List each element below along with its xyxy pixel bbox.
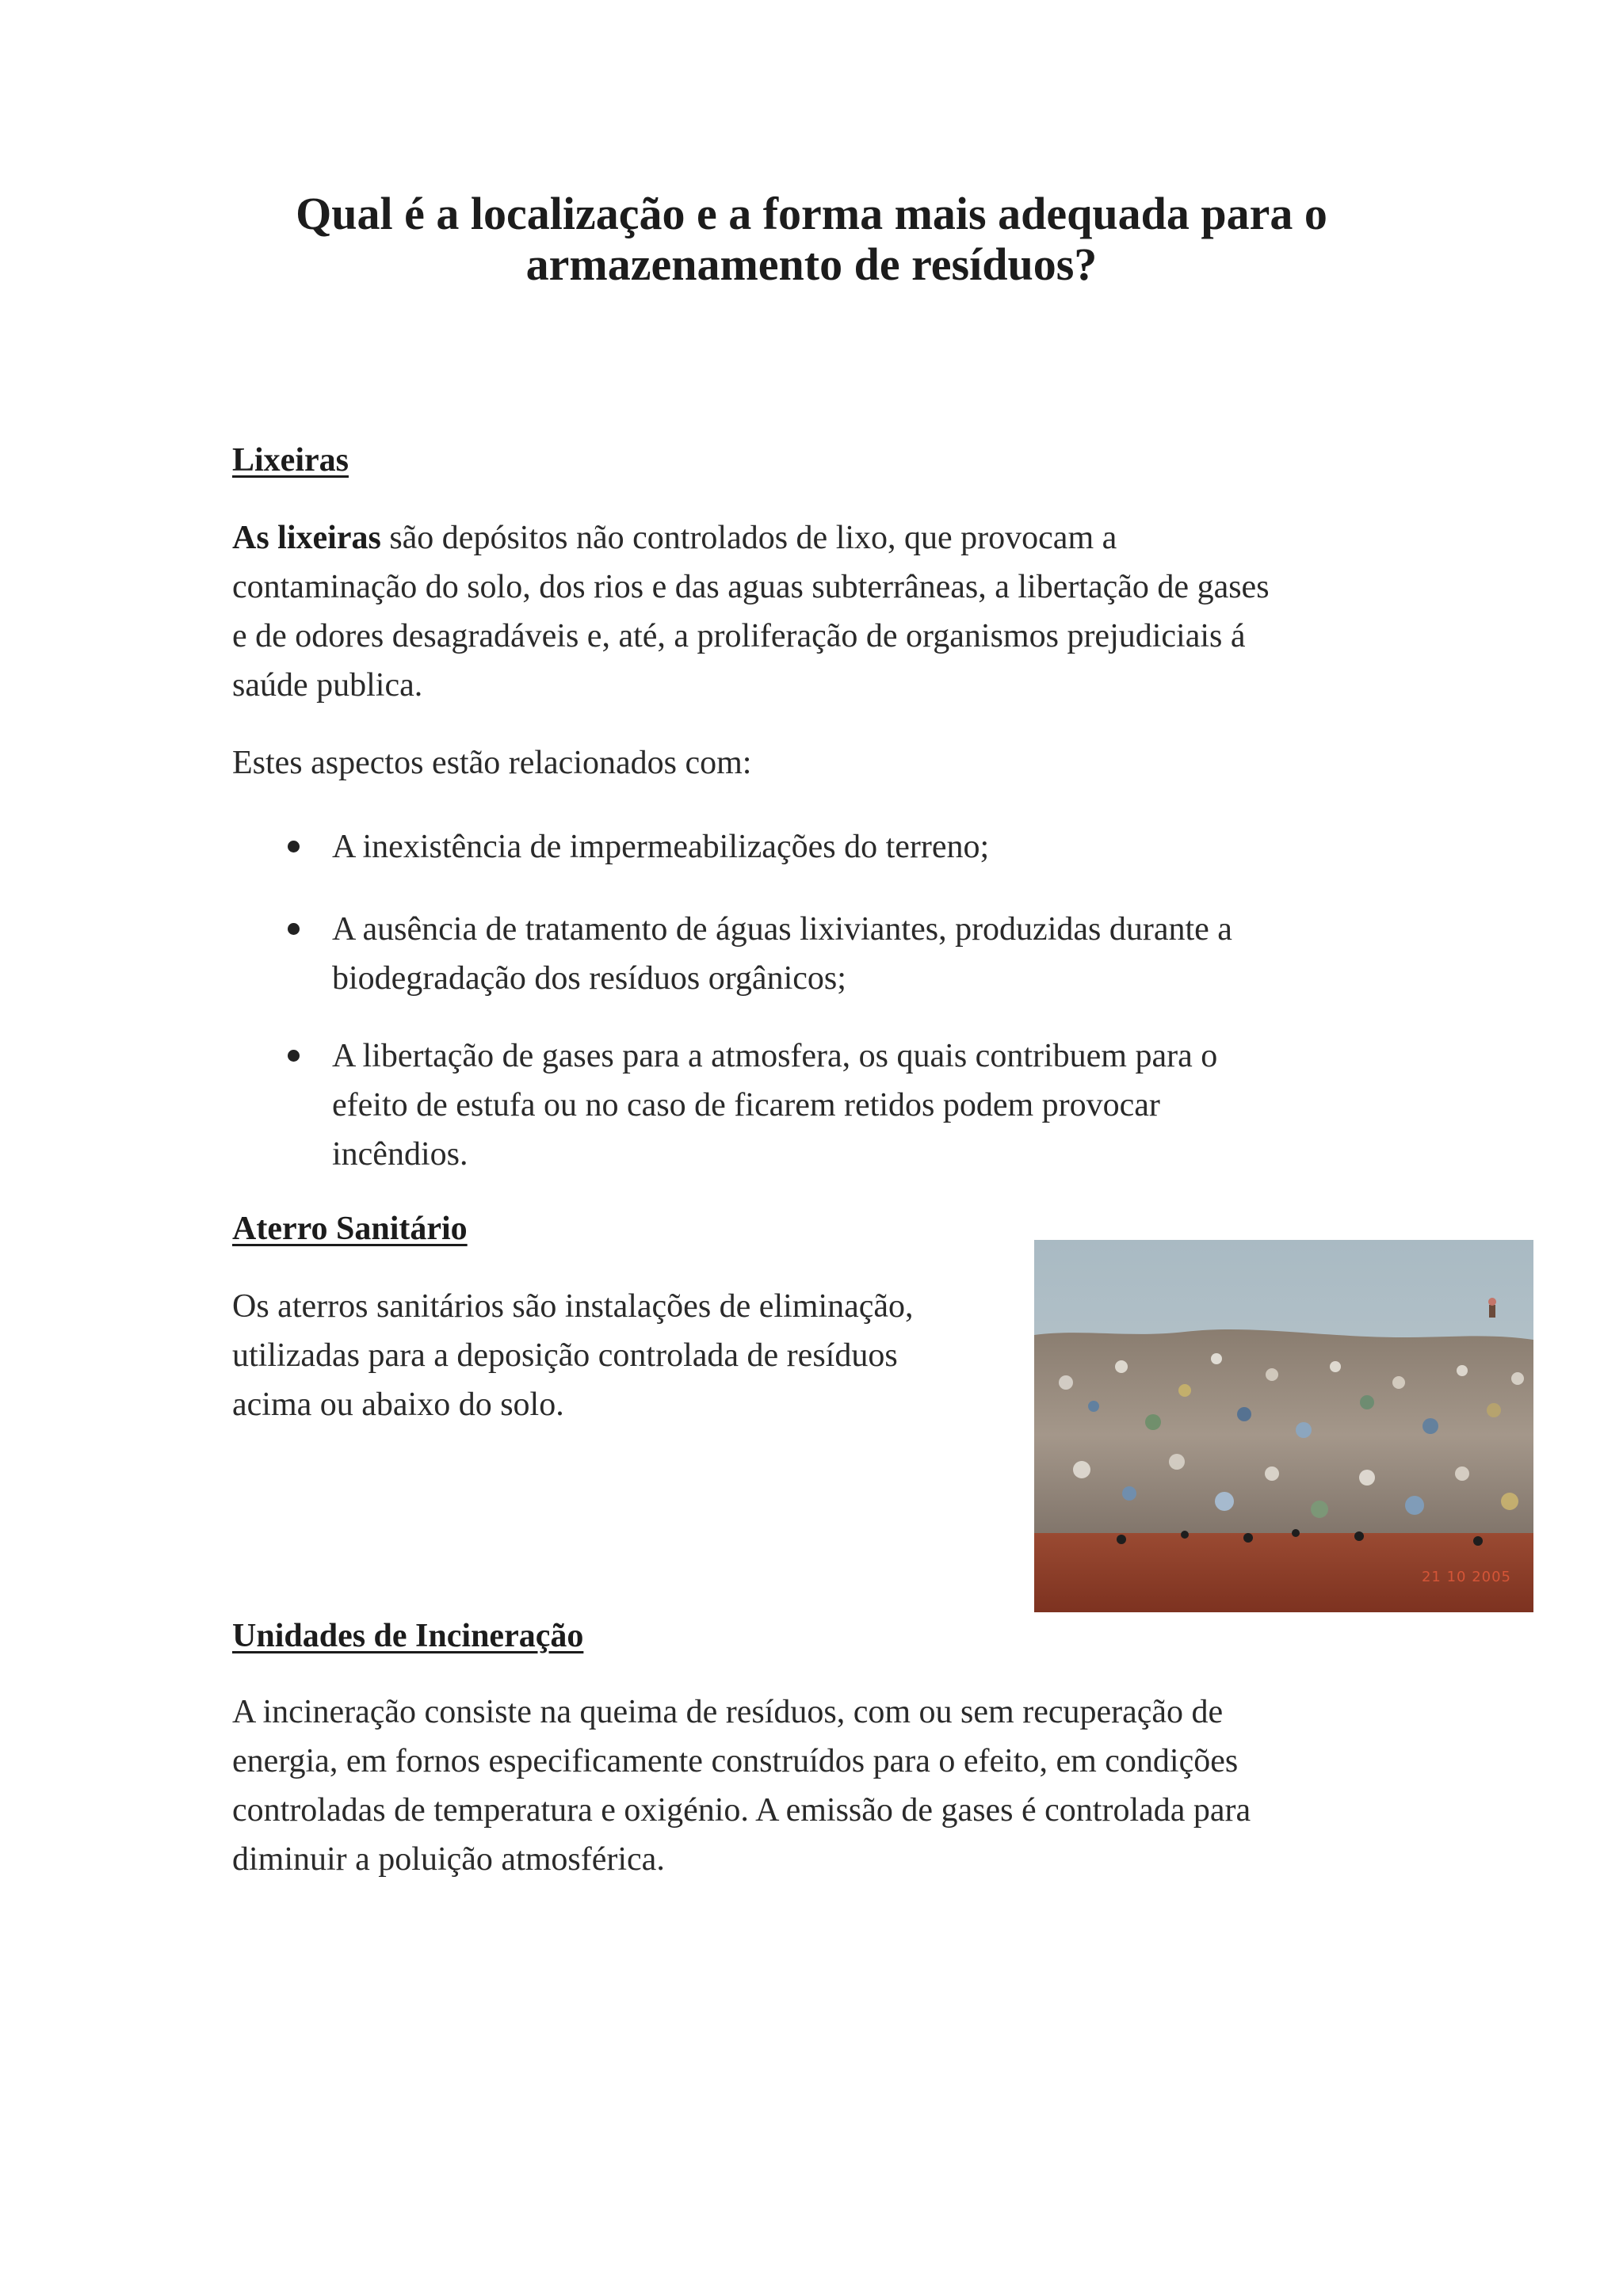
section-heading-lixeiras: Lixeiras [232, 442, 349, 479]
incineracao-paragraph-line-4: diminuir a poluição atmosférica. [232, 1841, 665, 1878]
incineracao-paragraph-line-2: energia, em fornos especificamente construídos para o efeito, em condições [232, 1743, 1239, 1779]
lixeiras-paragraph [232, 513, 1397, 710]
aterro-paragraph-line-2: utilizadas para a deposição controlada de resíduos [232, 1337, 898, 1374]
incineracao-paragraph-line-1: A incineração consiste na queima de resíduos, com ou sem recuperação de [232, 1694, 1224, 1730]
bullet-icon [288, 923, 300, 935]
aterro-paragraph [232, 1282, 1009, 1429]
aterro-paragraph-line-1: Os aterros sanitários são instalações de eliminação, [232, 1288, 914, 1325]
list-item: A inexistência de impermeabilizações do terreno; [232, 822, 1389, 871]
section-heading-aterro-sanitario: Aterro Sanitário [232, 1211, 468, 1247]
aterro-paragraph-line-3: acima ou abaixo do solo. [232, 1386, 564, 1423]
landfill-photo [1034, 1240, 1533, 1612]
section-heading-unidades-incineracao: Unidades de Incineração [232, 1618, 584, 1654]
lixeiras-bold-term: As lixeiras [232, 520, 381, 556]
photo-date-stamp: 21 10 2005 [1421, 1569, 1511, 1585]
aspects-list [232, 822, 1389, 1179]
list-item: A libertação de gases para a atmosfera, os quais contribuem para o efeito de estufa ou no caso de ficarem retidos podem provocar incêndios. [232, 1032, 1389, 1179]
page-title [190, 189, 1433, 290]
lixeiras-paragraph-line-1: são depósitos não controlados de lixo, que provocam a [380, 520, 1117, 556]
aspects-lead: Estes aspectos estão relacionados com: [232, 745, 752, 781]
landfill-image [1034, 1240, 1533, 1612]
lixeiras-paragraph-line-2: contaminação do solo, dos rios e das aguas subterrâneas, a libertação de gases [232, 569, 1270, 605]
bullet-icon [288, 841, 300, 852]
page-title-line-1: Qual é a localização e a forma mais adequada para o [296, 188, 1327, 239]
bullet-icon [288, 1050, 300, 1062]
lixeiras-paragraph-line-4: saúde publica. [232, 667, 423, 704]
incineracao-paragraph [232, 1688, 1405, 1884]
page-title-line-2: armazenamento de resíduos? [525, 238, 1098, 290]
list-item: A ausência de tratamento de águas lixiviantes, produzidas durante a biodegradação dos resíduos orgânicos; [232, 905, 1389, 1003]
lixeiras-paragraph-line-3: e de odores desagradáveis e, até, a proliferação de organismos prejudiciais á [232, 618, 1246, 654]
incineracao-paragraph-line-3: controladas de temperatura e oxigénio. A emissão de gases é controlada para [232, 1792, 1251, 1829]
